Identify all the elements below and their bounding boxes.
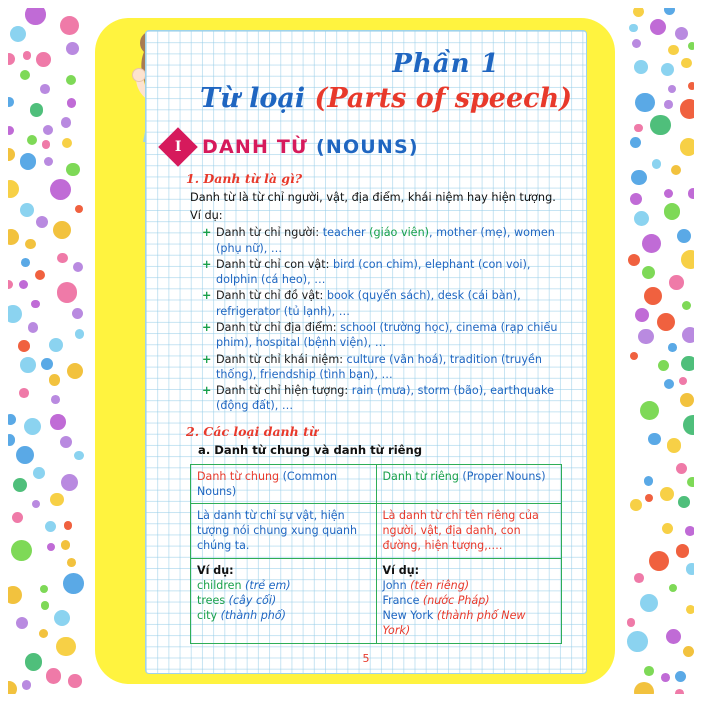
decorative-dot [650, 115, 671, 136]
decorative-dot [30, 103, 44, 117]
example-translation: (thành phố New York) [382, 609, 526, 638]
example-translation: (thành phố) [220, 609, 286, 623]
decorative-dot [64, 521, 72, 529]
decorative-dot [678, 496, 690, 508]
decorative-dot [41, 358, 53, 370]
section-title-en: (NOUNS) [315, 136, 419, 158]
decorative-dot [35, 270, 45, 280]
decorative-dot [664, 189, 673, 198]
decorative-dot [681, 356, 694, 372]
decorative-dot [634, 124, 642, 132]
plus-icon: + [202, 352, 212, 366]
decorative-dot [8, 53, 15, 65]
decorative-dot [61, 540, 71, 550]
decorative-dot [658, 360, 669, 371]
decorative-dot [640, 594, 658, 612]
example-term: trees [197, 594, 229, 608]
decorative-dot [24, 418, 41, 435]
decorative-dot [640, 401, 659, 420]
decorative-dot [56, 637, 75, 656]
decorative-dot [8, 229, 19, 245]
list-item [202, 257, 568, 288]
decorative-dot [662, 523, 673, 534]
decorative-dot [8, 180, 19, 198]
decorative-dot [66, 75, 77, 86]
list-item-label: Danh từ chỉ địa điểm: [216, 321, 341, 334]
decorative-dot [645, 494, 653, 502]
table-header-proper-vi: Danh từ riêng [382, 469, 463, 483]
noun-definition: Danh từ là từ chỉ người, vật, địa điểm, khái niệm hay hiện tượng. [190, 191, 556, 205]
list-item-term: culture (văn hoá), tradition (truyền thống), friendship (tình bạn), … [216, 352, 542, 381]
decorative-dot [57, 282, 77, 302]
decorative-dot [49, 338, 63, 352]
list-item-label: Danh từ chỉ con vật: [216, 257, 333, 271]
decorative-dot [8, 97, 14, 107]
decorative-dot [634, 60, 648, 74]
section-heading [164, 133, 419, 161]
example-term: New York [382, 609, 437, 623]
decorative-dot [20, 203, 34, 217]
decorative-dot [45, 521, 56, 532]
list-item-gloss: (giáo viên) [369, 226, 430, 240]
decorative-dot [635, 308, 649, 322]
decorative-dot [644, 476, 653, 485]
decorative-dot [8, 434, 15, 446]
decorative-dot [50, 414, 66, 430]
decorative-dot [27, 135, 38, 146]
example-item [197, 608, 370, 623]
decorative-dot [631, 170, 646, 185]
section-number-badge [158, 127, 198, 167]
list-item-term: school (trường học), cinema (rạp chiếu phim), hospital (bệnh viện), … [216, 321, 558, 350]
decorative-dot [12, 512, 24, 524]
section-title [202, 136, 419, 158]
decorative-dot [642, 234, 661, 253]
list-item [202, 352, 568, 383]
example-item [197, 578, 370, 593]
decorative-dot [8, 280, 13, 289]
table-header-common-vi: Danh từ chung [197, 469, 283, 483]
table-header-proper-en: (Proper Nouns) [462, 469, 546, 483]
table-row [191, 464, 562, 503]
decorative-dot [18, 340, 30, 352]
list-item-label: Danh từ chỉ khái niệm: [216, 352, 347, 366]
decorative-dot [53, 221, 71, 239]
decorative-dot [32, 500, 40, 508]
decorative-dot [21, 258, 30, 267]
decorative-dot [652, 159, 661, 168]
noun-comparison-table [190, 464, 562, 644]
list-item-label: Danh từ chỉ hiện tượng: [216, 384, 352, 398]
decorative-dot [668, 85, 677, 94]
decorative-dot [642, 266, 656, 280]
decorative-dot [688, 42, 694, 50]
decorative-dot [50, 179, 71, 200]
section-number: I [174, 139, 182, 155]
decorative-dot [61, 474, 78, 491]
decorative-dot [635, 93, 654, 112]
decorative-dot [650, 19, 666, 35]
decorative-dot [41, 601, 50, 610]
part-label: Phần 1 [392, 49, 500, 79]
decorative-dot [66, 42, 79, 55]
decorative-dot [664, 8, 675, 15]
decorative-dot [634, 573, 644, 583]
decorative-dot [36, 216, 49, 229]
example-label-left: Ví dụ: [197, 563, 234, 577]
page-content [168, 171, 568, 644]
decorative-dot [68, 674, 81, 687]
example-item [383, 578, 556, 593]
decorative-dot [49, 374, 61, 386]
decorative-dot [630, 352, 639, 361]
example-translation: (cây cối) [228, 594, 277, 608]
table-cell-common-examples [191, 558, 377, 643]
subsection-2-heading: 2. Các loại danh từ [186, 423, 318, 439]
decorative-dot [40, 585, 49, 594]
decorative-dot [42, 140, 51, 149]
decorative-dot [677, 229, 691, 243]
decorative-dot [688, 188, 694, 199]
decorative-dot [680, 99, 694, 119]
decorative-dot [675, 671, 686, 682]
decorative-dot [667, 438, 681, 452]
decorative-dot [20, 153, 37, 170]
list-item [202, 288, 568, 319]
decorative-dot [679, 377, 687, 385]
decorative-dot [8, 126, 14, 135]
example-term: France [382, 594, 423, 608]
decorative-dot [682, 327, 694, 343]
decorative-dot [8, 305, 22, 323]
section-title-vi: DANH TỪ [202, 136, 316, 158]
example-translation: (trẻ em) [245, 578, 291, 592]
decorative-dot [627, 618, 635, 626]
decorative-dot [74, 451, 84, 461]
decorative-dot [62, 138, 72, 148]
decorative-dot [657, 313, 675, 331]
decorative-dot [666, 629, 681, 644]
decorative-dot [60, 436, 72, 448]
decorative-dot [644, 287, 662, 305]
example-item [383, 593, 556, 608]
decorative-dot [16, 617, 28, 629]
plus-icon: + [202, 384, 212, 398]
decorative-dot [683, 415, 694, 435]
decorative-dot [630, 499, 642, 511]
decorative-dot [61, 117, 72, 128]
decorative-dot [75, 205, 83, 213]
decorative-dot [687, 477, 694, 488]
decorative-dot [682, 301, 691, 310]
table-cell-proper-definition: Là danh từ chỉ tên riêng của người, vật, địa danh, con đường, hiện tượng,…. [376, 504, 562, 559]
decorative-dot [661, 673, 670, 682]
decorative-dot [633, 8, 644, 17]
decorative-dot [8, 148, 15, 161]
decorative-dot [73, 262, 83, 272]
decorative-dot [8, 586, 22, 604]
decorative-dot [57, 253, 67, 263]
decorative-dot [675, 27, 688, 40]
decorative-dot [51, 395, 60, 404]
decorative-dot [67, 98, 77, 108]
plus-icon: + [202, 289, 212, 303]
decorative-dot [36, 52, 51, 67]
example-item [197, 593, 370, 608]
table-cell-proper-examples [376, 558, 562, 643]
subsection-1-heading: 1. Danh từ là gì? [186, 171, 303, 186]
decorative-dot [629, 24, 637, 32]
decorative-dot [19, 388, 29, 398]
title-paren: (Parts of speech) [314, 83, 572, 114]
list-item-label: Danh từ chỉ đồ vật: [216, 289, 327, 303]
title-main: Từ loại [200, 83, 315, 114]
table-cell-common-definition: Là danh từ chỉ sự vật, hiện tượng nói chung xung quanh chúng ta. [191, 504, 377, 559]
decorative-dot [676, 544, 689, 557]
decorative-dot [22, 680, 31, 689]
example-term: city [197, 609, 221, 623]
decorative-dot [675, 689, 684, 694]
decorative-dot [628, 254, 640, 266]
subsection-2-item-a: a. Danh từ chung và danh từ riêng [198, 443, 423, 458]
decorative-dot [28, 322, 38, 332]
decorative-dot [20, 357, 36, 373]
decorative-dot [50, 493, 64, 507]
decorative-dot [668, 343, 677, 352]
list-item-term: rain (mưa), storm (bão), earthquake (động đất), … [216, 384, 554, 413]
decorative-dot [20, 70, 30, 80]
decorative-dot [660, 487, 674, 501]
decorative-dot [54, 610, 70, 626]
example-translation: (nước Pháp) [422, 594, 490, 608]
notebook-grid-page [145, 30, 587, 674]
decorative-dot [39, 629, 48, 638]
decorative-dot [43, 125, 53, 135]
decorative-dot [648, 433, 661, 446]
decorative-dot [632, 39, 641, 48]
decorative-dot [680, 138, 694, 155]
decorative-dot [669, 584, 677, 592]
decorative-dot [644, 666, 654, 676]
list-item [202, 225, 568, 256]
decorative-dot [664, 379, 674, 389]
decorative-dot [75, 329, 85, 339]
table-row [191, 558, 562, 643]
decorative-dot [630, 193, 642, 205]
decorative-dot [685, 526, 694, 536]
decorative-dot [31, 300, 39, 308]
decorative-dot [72, 308, 83, 319]
decorative-dot [627, 631, 648, 652]
decorative-dot [686, 605, 694, 614]
table-header-proper [376, 464, 562, 503]
decorative-dot [25, 653, 42, 670]
decorative-dot [46, 668, 62, 684]
example-term: John [382, 578, 411, 592]
decorative-dot [676, 463, 687, 474]
decorative-dot [44, 157, 54, 167]
table-header-common-en: (Common Nouns) [197, 469, 337, 498]
decorative-dot [688, 82, 694, 90]
plus-icon: + [202, 226, 212, 240]
decorative-dot [23, 51, 31, 59]
page-number: 5 [362, 652, 370, 665]
list-item-rest: , mother (mẹ), women (phụ nữ), … [216, 226, 555, 255]
decorative-dot [10, 26, 26, 42]
decorative-dot [40, 84, 50, 94]
list-item [202, 383, 568, 414]
decorative-dot [63, 573, 84, 594]
decorative-dot [634, 211, 649, 226]
page-title [186, 83, 586, 114]
decorative-dot [649, 551, 669, 571]
decorative-dot [686, 563, 694, 574]
decorative-dot [638, 329, 654, 345]
plus-icon: + [202, 321, 212, 334]
list-item [202, 320, 568, 351]
decorative-dot [25, 8, 46, 25]
decorative-dot [19, 280, 29, 290]
decorative-dot [60, 16, 80, 36]
decorative-dot [664, 100, 672, 108]
decorative-dot [668, 45, 679, 56]
decorative-dot [671, 165, 681, 175]
decorative-dot [8, 414, 16, 425]
decorative-dot [630, 137, 641, 148]
decorative-dot [67, 363, 83, 379]
list-item-term: teacher [322, 226, 370, 240]
table-header-common [191, 464, 377, 503]
example-label-right: Ví dụ: [382, 563, 420, 577]
decorative-dot [67, 558, 76, 567]
decorative-dot [33, 467, 45, 479]
decorative-dot [661, 63, 674, 76]
example-label: Ví dụ: [190, 208, 223, 222]
list-item-label: Danh từ chỉ người: [216, 226, 323, 240]
noun-type-list [202, 225, 568, 414]
decorative-dot [681, 250, 694, 269]
decorative-dot [47, 543, 55, 551]
decorative-dot [681, 58, 692, 69]
decorative-dot [8, 681, 17, 694]
decorative-dot [680, 393, 694, 407]
decorative-dot [66, 163, 80, 177]
table-row [191, 504, 562, 559]
decorative-dot [669, 275, 684, 290]
decorative-dot [16, 446, 34, 464]
example-term: children [197, 578, 246, 592]
decorative-dot [13, 478, 27, 492]
list-item-term: book (quyển sách), desk (cái bàn), refrigerator (tủ lạnh), … [216, 289, 521, 318]
plus-icon: + [202, 257, 212, 271]
decorative-dot [664, 203, 681, 220]
list-item-term: bird (con chim), elephant (con voi), dolphin (cá heo), … [216, 257, 531, 287]
decorative-dot [25, 239, 36, 250]
decorative-dot [11, 540, 32, 561]
example-translation: (tên riêng) [410, 578, 470, 592]
example-item [383, 608, 556, 638]
decorative-dot [634, 682, 654, 694]
decorative-dot [683, 646, 694, 657]
